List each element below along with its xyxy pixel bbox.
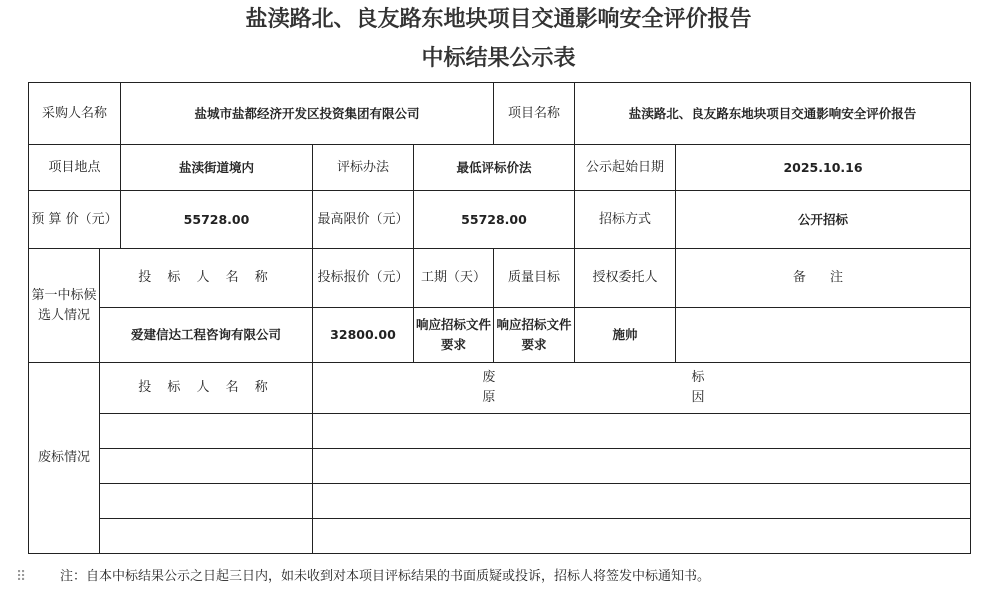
- purchaser-value: 盐城市盐都经济开发区投资集团有限公司: [121, 83, 494, 145]
- void-bidder-cell: [100, 484, 313, 519]
- authorized-header: 授权委托人: [575, 249, 676, 308]
- table-row: [29, 484, 971, 519]
- table-row: [29, 83, 971, 145]
- publish-start-value: 2025.10.16: [676, 145, 971, 191]
- void-reason-cell: [313, 414, 971, 449]
- page-subtitle: 中标结果公示表: [421, 45, 576, 71]
- project-location-label: 项目地点: [29, 145, 121, 191]
- void-bidder-name-header: 投 标 人 名 称: [100, 363, 313, 414]
- footnote: 注：自本中标结果公示之日起三日内，如未收到对本项目评标结果的书面质疑或投诉，招标人将签发中标通知书。: [60, 569, 711, 584]
- void-reason-cell: [313, 449, 971, 484]
- project-location-value: 盐渎街道境内: [121, 145, 313, 191]
- table-row: [29, 145, 971, 191]
- void-bidder-cell: [100, 414, 313, 449]
- table-row: [29, 363, 971, 414]
- max-price-label: 最高限价（元）: [313, 191, 414, 249]
- project-name-label: 项目名称: [494, 83, 575, 145]
- first-candidate-label: 第一中标候选人情况: [29, 249, 100, 363]
- table-row: [29, 414, 971, 449]
- eval-method-label: 评标办法: [313, 145, 414, 191]
- void-reason-cell: [313, 519, 971, 554]
- winner-duration-value: 响应招标文件要求: [414, 308, 494, 363]
- bid-result-table: [28, 82, 971, 554]
- void-reason-text: 废 标 原 因: [482, 370, 801, 405]
- remark-header: 备 注: [676, 249, 971, 308]
- project-name-value: 盐渎路北、良友路东地块项目交通影响安全评价报告: [575, 83, 971, 145]
- winner-quality-value: 响应招标文件要求: [494, 308, 575, 363]
- void-status-label: 废标情况: [29, 363, 100, 554]
- winner-remark-value: [676, 308, 971, 363]
- void-reason-cell: [313, 484, 971, 519]
- drag-handle-icon[interactable]: ⠿: [16, 569, 25, 585]
- bid-price-header: 投标报价（元）: [313, 249, 414, 308]
- eval-method-value: 最低评标价法: [414, 145, 575, 191]
- winner-price-value: 32800.00: [313, 308, 414, 363]
- void-bidder-cell: [100, 519, 313, 554]
- table-row: [29, 449, 971, 484]
- bidder-name-header: 投 标 人 名 称: [100, 249, 313, 308]
- bid-method-value: 公开招标: [676, 191, 971, 249]
- budget-label: 预 算 价（元）: [29, 191, 121, 249]
- winner-authorized-value: 施帅: [575, 308, 676, 363]
- table-row: [29, 191, 971, 249]
- bid-method-label: 招标方式: [575, 191, 676, 249]
- table-row: [29, 308, 971, 363]
- table-row: [29, 519, 971, 554]
- page-title: 盐渎路北、良友路东地块项目交通影响安全评价报告: [245, 6, 752, 32]
- table-row: [29, 249, 971, 308]
- purchaser-label: 采购人名称: [29, 83, 121, 145]
- winner-name-value: 爱建信达工程咨询有限公司: [100, 308, 313, 363]
- publish-start-label: 公示起始日期: [575, 145, 676, 191]
- void-bidder-cell: [100, 449, 313, 484]
- void-reason-header: [313, 363, 971, 414]
- duration-header: 工期（天）: [414, 249, 494, 308]
- max-price-value: 55728.00: [414, 191, 575, 249]
- budget-value: 55728.00: [121, 191, 313, 249]
- quality-header: 质量目标: [494, 249, 575, 308]
